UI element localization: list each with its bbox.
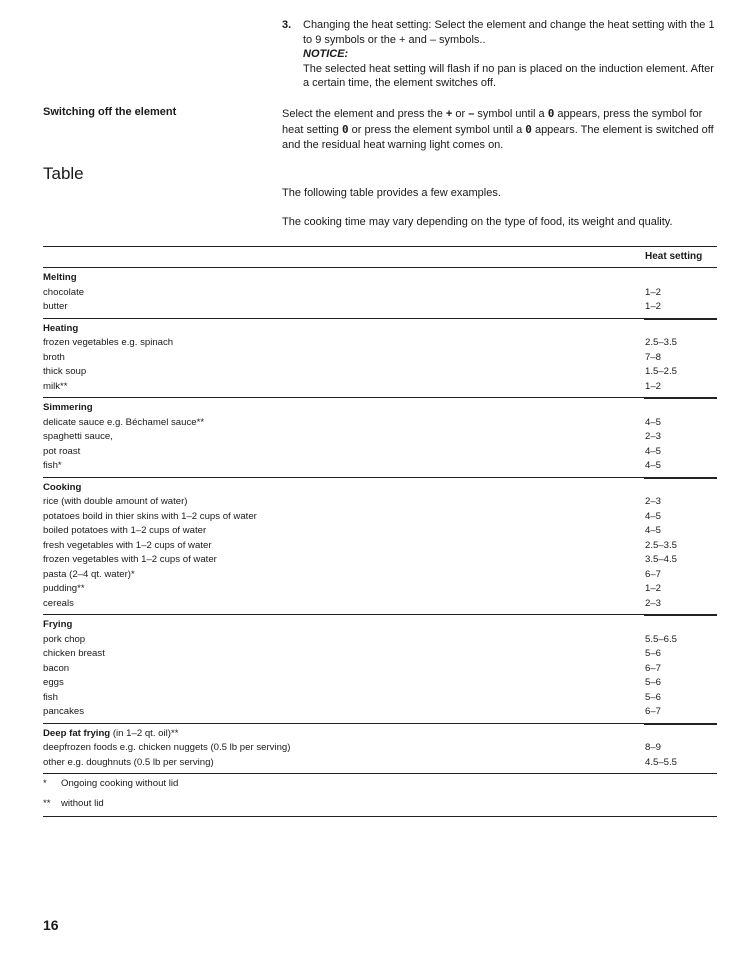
step-number: 3. (282, 19, 292, 31)
footnote-text: without lid (61, 797, 104, 809)
table-row (43, 705, 717, 720)
text-segment: or (452, 108, 469, 120)
food-item: pasta (2–4 qt. water)* (43, 568, 135, 580)
table-row (43, 510, 717, 525)
value-column-rule (644, 615, 717, 616)
food-item: pot roast (43, 445, 81, 457)
heat-setting-value: 7–8 (645, 351, 662, 363)
table-row (43, 676, 717, 691)
table-group (43, 615, 717, 724)
notice-label: NOTICE: (303, 48, 349, 60)
footnote (43, 777, 717, 797)
table-row (43, 756, 717, 771)
heat-setting-value: 4–5 (645, 460, 662, 471)
value-column-rule (644, 398, 717, 399)
table-bottom-rule (43, 816, 717, 817)
food-item: cereals (43, 597, 74, 609)
group-title (43, 401, 717, 416)
food-item: fish* (43, 460, 62, 471)
food-item: potatoes boild in thier skins with 1–2 cups of water (43, 510, 257, 522)
group-title-text: Simmering (43, 402, 93, 413)
intro-text: The cooking time may vary depending on the type of food, its weight and quality. (282, 216, 673, 228)
value-column-rule (644, 724, 717, 725)
heat-setting-value: 1–2 (645, 301, 662, 312)
text-segment: or press the element symbol until a (348, 124, 526, 136)
group-title-text: Deep fat frying (43, 727, 111, 739)
heat-setting-value: 6–7 (645, 662, 662, 674)
heat-setting-value: 5–6 (645, 648, 662, 659)
table-row (43, 351, 717, 366)
group-title-text: Frying (43, 619, 73, 630)
heat-setting-value: 2–3 (645, 496, 662, 507)
food-item: fish (43, 691, 58, 703)
food-item: pancakes (43, 706, 85, 717)
switch-off-heading: Switching off the element (43, 106, 177, 118)
table-row (43, 524, 717, 539)
section-title: Table (43, 164, 84, 183)
heat-setting-header: Heat setting (645, 251, 703, 262)
food-item: fresh vegetables with 1–2 cups of water (43, 539, 212, 551)
value-column-rule (644, 478, 717, 479)
table-body (43, 268, 717, 774)
zero-display-icon: 0 (525, 123, 532, 136)
footnote-mark: ** (43, 797, 51, 809)
group-title (43, 481, 717, 496)
table-row (43, 568, 717, 583)
notice-text: The selected heat setting will flash if no pan is placed on the induction element. After a certain time, the element switches off. (303, 62, 714, 89)
heat-setting-value: 2–3 (645, 431, 662, 442)
value-column-rule (644, 319, 717, 320)
text-segment: appears. The element is switched off and the residual heat warning light comes on. (282, 124, 714, 151)
table-row (43, 539, 717, 554)
group-title-text: Cooking (43, 481, 82, 493)
heat-setting-value: 5–6 (645, 677, 662, 688)
food-item: broth (43, 351, 65, 363)
group-title (43, 727, 717, 742)
group-title (43, 271, 717, 286)
table-row (43, 662, 717, 677)
food-item: deepfrozen foods e.g. chicken nuggets (0.5 lb per serving) (43, 742, 291, 753)
heat-setting-value: 6–7 (645, 706, 662, 717)
heat-setting-value: 1–2 (645, 583, 662, 594)
heat-setting-value: 5.5–6.5 (645, 633, 678, 645)
table-group (43, 268, 717, 319)
heat-setting-value: 4–5 (645, 510, 662, 522)
group-title-text: Heating (43, 322, 79, 334)
food-item: thick soup (43, 366, 87, 377)
heat-setting-value: 4.5–5.5 (645, 756, 678, 768)
switch-off-text (282, 106, 722, 153)
heat-setting-value: 5–6 (645, 691, 662, 703)
table-row (43, 459, 717, 474)
food-item: delicate sauce e.g. Béchamel sauce** (43, 416, 205, 428)
food-item: eggs (43, 677, 64, 688)
food-item: chicken breast (43, 648, 105, 659)
heat-setting-value: 2.5–3.5 (645, 539, 678, 551)
table-row (43, 336, 717, 351)
footnote-text: Ongoing cooking without lid (61, 778, 179, 789)
table-row (43, 691, 717, 706)
text-segment: appears, press the symbol for heat setting (282, 108, 703, 136)
intro-text: The following table provides a few examples. (282, 187, 501, 199)
food-item: pork chop (43, 633, 86, 645)
heat-setting-value: 6–7 (645, 568, 662, 580)
table-row (43, 430, 717, 445)
table-row (43, 495, 717, 510)
table-group (43, 319, 717, 399)
table-row (43, 553, 717, 568)
table-group (43, 478, 717, 616)
heat-setting-value: 4–5 (645, 445, 662, 457)
table-header (43, 246, 717, 268)
food-item: other e.g. doughnuts (0.5 lb per serving) (43, 756, 214, 768)
table-row (43, 445, 717, 460)
food-item: rice (with double amount of water) (43, 496, 188, 507)
group-title (43, 322, 717, 337)
plus-symbol: + (445, 108, 453, 120)
heat-setting-value: 3.5–4.5 (645, 554, 678, 565)
food-item: frozen vegetables e.g. spinach (43, 337, 174, 348)
cooking-table (43, 246, 717, 817)
food-item: bacon (43, 662, 70, 674)
heat-setting-value: 1–2 (645, 380, 662, 392)
heat-setting-value: 1.5–2.5 (645, 366, 678, 377)
food-item: butter (43, 301, 68, 312)
text-segment: symbol until a (474, 108, 548, 120)
table-row (43, 597, 717, 612)
food-item: spaghetti sauce, (43, 431, 113, 442)
table-row (43, 416, 717, 431)
table-row (43, 286, 717, 301)
group-title (43, 618, 717, 633)
step-3 (282, 18, 722, 91)
table-row (43, 741, 717, 756)
heat-setting-value: 2–3 (645, 597, 662, 609)
heat-setting-value: 4–5 (645, 525, 662, 536)
group-title-text: Melting (43, 272, 77, 283)
table-row (43, 647, 717, 662)
heat-setting-value: 4–5 (645, 416, 662, 428)
table-row (43, 380, 717, 395)
food-item: boiled potatoes with 1–2 cups of water (43, 525, 207, 536)
text-segment: Select the element and press the (282, 108, 446, 120)
table-row (43, 633, 717, 648)
table-row (43, 365, 717, 380)
zero-display-icon: 0 (547, 107, 555, 120)
food-item: frozen vegetables with 1–2 cups of water (43, 554, 217, 565)
table-group (43, 724, 717, 775)
page-number: 16 (43, 917, 59, 933)
footnote-mark: * (43, 778, 47, 789)
food-item: pudding** (43, 583, 85, 594)
table-row (43, 300, 717, 315)
table-row (43, 582, 717, 597)
food-item: chocolate (43, 286, 85, 298)
minus-symbol: – (468, 108, 475, 120)
step-text: Changing the heat setting: Select the element and change the heat setting with the 1 to 9 symbols or the + and – symbols.. (303, 19, 715, 46)
footnote (43, 797, 717, 817)
zero-display-icon: 0 (341, 123, 349, 136)
group-note: (in 1–2 qt. oil)** (110, 727, 179, 739)
heat-setting-value: 1–2 (645, 286, 662, 298)
footnotes (43, 774, 717, 816)
food-item: milk** (43, 380, 68, 392)
table-group (43, 398, 717, 478)
heat-setting-value: 2.5–3.5 (645, 337, 678, 348)
heat-setting-value: 8–9 (645, 742, 662, 753)
